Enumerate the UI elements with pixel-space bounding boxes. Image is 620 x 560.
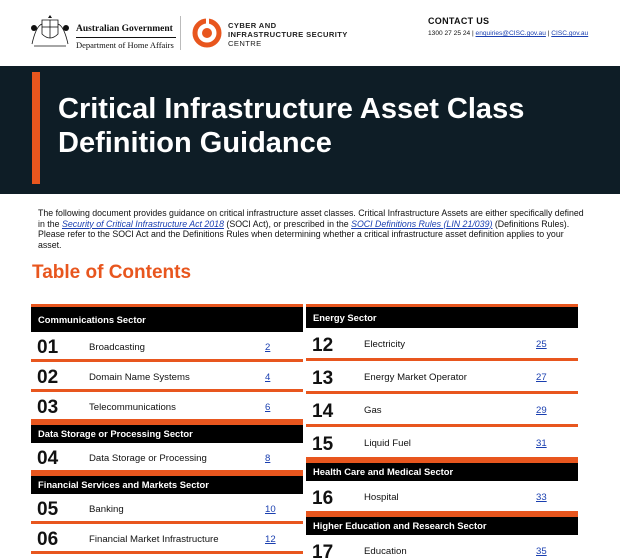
entry-number: 06: [37, 529, 59, 550]
gov-name: Australian Government: [76, 24, 173, 34]
banner-accent-bar: [32, 72, 40, 184]
intro-text-1: The following document provides guidance on critical infrastructure asset classes. Critical Infrastructure Assets are either specifically defined in the: [38, 208, 584, 229]
entry-name: Data Storage or Processing: [89, 453, 207, 464]
title-banner: [0, 66, 620, 194]
toc-entry[interactable]: [306, 481, 578, 514]
cisc-name: [228, 21, 348, 48]
entry-number: 03: [37, 397, 59, 418]
entry-number: 02: [37, 367, 59, 388]
toc-entry[interactable]: [31, 392, 303, 422]
entry-page-link[interactable]: 25: [536, 339, 547, 350]
entry-page-link[interactable]: 12: [265, 534, 276, 545]
toc-column-right: [306, 304, 578, 560]
entry-name: Electricity: [364, 339, 406, 350]
sector-heading: Higher Education and Research Sector: [306, 514, 578, 535]
entry-number: 16: [312, 488, 334, 509]
gov-divider: [76, 37, 176, 38]
entry-page-link[interactable]: 33: [536, 492, 547, 503]
entry-page-link[interactable]: 8: [265, 453, 271, 464]
entry-page-link[interactable]: 10: [265, 504, 276, 515]
entry-name: Hospital: [364, 492, 399, 503]
entry-number: 15: [312, 434, 334, 455]
logo-separator: [180, 16, 181, 50]
entry-page-link[interactable]: 27: [536, 372, 547, 383]
cisc-name-line1: CYBER AND: [228, 21, 277, 30]
contact-title: CONTACT US: [428, 16, 490, 26]
contact-line: [428, 30, 588, 37]
contact-block: [428, 16, 588, 37]
entry-page-link[interactable]: 29: [536, 405, 547, 416]
entry-number: 01: [37, 337, 59, 358]
sector-heading: Health Care and Medical Sector: [306, 460, 578, 481]
toc-entry[interactable]: [31, 332, 303, 362]
entry-name: Energy Market Operator: [364, 372, 467, 383]
toc-entry[interactable]: [31, 362, 303, 392]
cisc-name-line3: CENTRE: [228, 39, 262, 48]
entry-page-link[interactable]: 31: [536, 438, 547, 449]
toc-column-left: [31, 304, 303, 554]
contact-separator: |: [545, 30, 552, 37]
toc-entry[interactable]: [306, 535, 578, 560]
toc-entry[interactable]: [31, 443, 303, 473]
entry-number: 17: [312, 542, 334, 560]
entry-page-link[interactable]: 4: [265, 372, 271, 383]
document-title: Critical Infrastructure Asset Class Definition Guidance: [58, 93, 525, 159]
toc-entry[interactable]: [306, 394, 578, 427]
toc-entry[interactable]: [31, 524, 303, 554]
entry-name: Banking: [89, 504, 124, 515]
coat-of-arms-icon: [28, 14, 72, 50]
sector-heading: Energy Sector: [306, 304, 578, 328]
australian-government-logo: [28, 14, 178, 54]
definitions-rules-link[interactable]: SOCI Definitions Rules (LIN 21/039): [351, 218, 493, 229]
toc-entry[interactable]: [306, 361, 578, 394]
toc-entry[interactable]: [306, 328, 578, 361]
entry-name: Liquid Fuel: [364, 438, 411, 449]
intro-text-3: (Definitions Rules). Please refer to the SOCI Act and the Definitions Rules when determining whether a critical infrastructure asset definition applies to your asset.: [38, 218, 570, 250]
sector-heading: Financial Services and Markets Sector: [31, 473, 303, 494]
entry-name: Gas: [364, 405, 382, 416]
entry-name: Telecommunications: [89, 402, 176, 413]
sector-heading: Data Storage or Processing Sector: [31, 422, 303, 443]
contact-phone: 1300 27 25 24 |: [428, 30, 476, 37]
entry-name: Financial Market Infrastructure: [89, 534, 219, 545]
toc-entry[interactable]: [31, 494, 303, 524]
intro-text-2: (SOCI Act), or prescribed in the: [223, 218, 352, 229]
entry-page-link[interactable]: 6: [265, 402, 271, 413]
toc-heading: Table of Contents: [32, 262, 192, 283]
entry-number: 13: [312, 368, 334, 389]
sector-heading: Communications Sector: [31, 304, 303, 332]
entry-name: Domain Name Systems: [89, 372, 190, 383]
entry-page-link[interactable]: 2: [265, 342, 271, 353]
entry-page-link[interactable]: 35: [536, 546, 547, 557]
entry-number: 14: [312, 401, 334, 422]
cisc-name-line2: INFRASTRUCTURE SECURITY: [228, 30, 348, 39]
soci-act-link[interactable]: Security of Critical Infrastructure Act 2018: [61, 218, 224, 229]
entry-number: 04: [37, 448, 59, 469]
page-header: [0, 0, 620, 66]
entry-name: Broadcasting: [89, 342, 145, 353]
contact-website-link[interactable]: CISC.gov.au: [551, 30, 589, 37]
entry-name: Education: [364, 546, 407, 557]
entry-number: 12: [312, 335, 334, 356]
cisc-logo-icon: [192, 18, 222, 48]
department-name: Department of Home Affairs: [76, 40, 174, 50]
toc-entry[interactable]: [306, 427, 578, 460]
contact-email-link[interactable]: enquiries@CISC.gov.au: [475, 30, 546, 37]
intro-paragraph: [38, 208, 588, 250]
entry-number: 05: [37, 499, 59, 520]
